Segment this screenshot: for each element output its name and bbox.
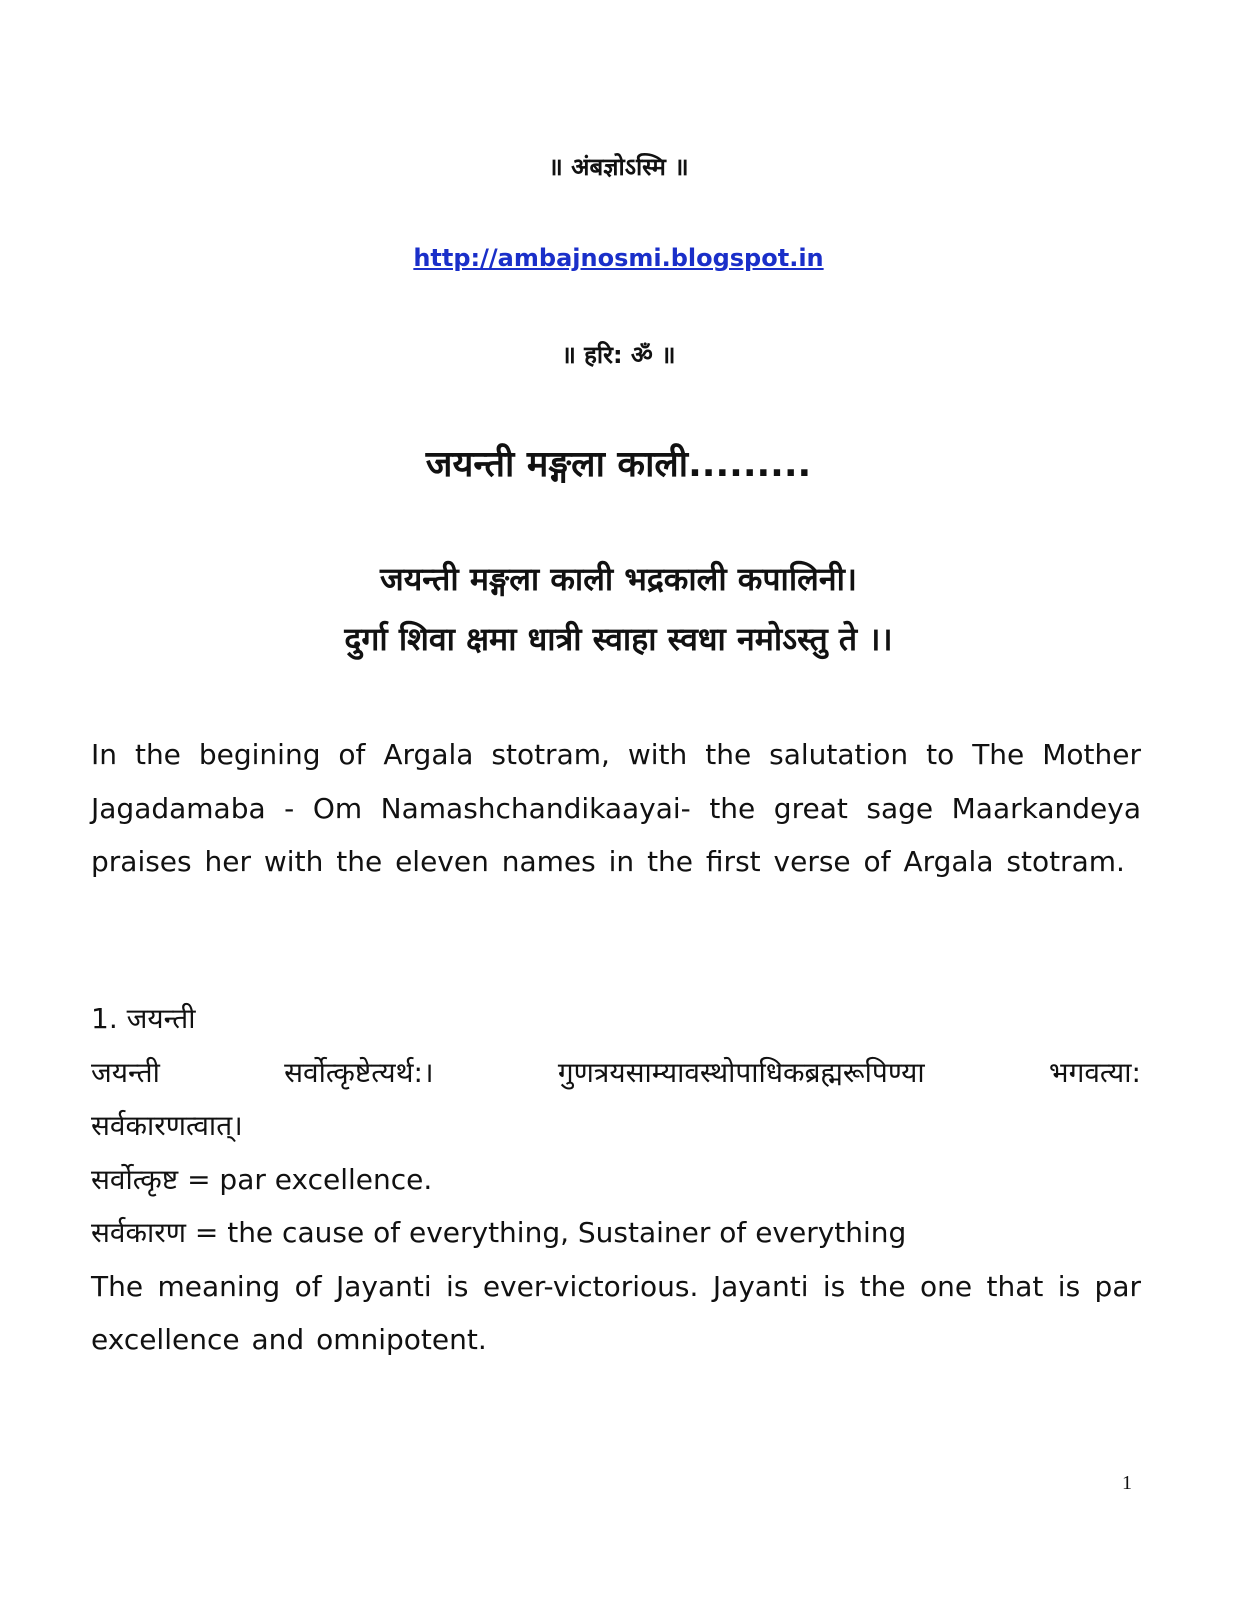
page-title: जयन्ती मङ्गला काली......... bbox=[425, 444, 812, 485]
verse-line-2: दुर्गा शिवा क्षमा धात्री स्वाहा स्वधा नमोऽस्तु ते ।। bbox=[344, 620, 893, 658]
page-number: 1 bbox=[1122, 1472, 1132, 1494]
intro-paragraph: In the begining of Argala stotram, with the salutation to The Mother Jagadamaba - Om Namashchandikaayai- the great sage Maarkandeya praises her with the eleven names in the first verse of Argala stotram. bbox=[91, 738, 1141, 878]
commentary-word: गुणत्रयसाम्यावस्थोपाधिकब्रह्मरूपिण्या bbox=[557, 1055, 925, 1089]
verse-line-1: जयन्ती मङ्गला काली भद्रकाली कपालिनी। bbox=[379, 560, 857, 598]
commentary-line bbox=[91, 1046, 1141, 1100]
blog-link[interactable]: http://ambajnosmi.blogspot.in bbox=[413, 244, 824, 272]
commentary-word: जयन्ती bbox=[91, 1055, 160, 1089]
commentary-continuation: सर्वकारणत्वात्। bbox=[91, 1109, 243, 1142]
section-jayanti bbox=[91, 992, 1141, 1367]
meaning-paragraph: The meaning of Jayanti is ever-victorious. Jayanti is the one that is par excellence and omnipotent. bbox=[91, 1269, 1141, 1356]
header-mantra: ॥ अंबज्ञोऽस्मि ॥ bbox=[548, 153, 689, 181]
section-heading: 1. जयन्ती bbox=[91, 1002, 196, 1035]
hari-om-invocation: ॥ हरि: ॐ ॥ bbox=[561, 341, 676, 369]
definition-sarvakarana: सर्वकारण = the cause of everything, Sustainer of everything bbox=[91, 1216, 907, 1249]
commentary-word: सर्वोत्कृष्टेत्यर्थ:। bbox=[284, 1055, 434, 1089]
definition-sarvotkrishta: सर्वोत्कृष्ट = par excellence. bbox=[91, 1162, 433, 1196]
commentary-word: भगवत्या: bbox=[1048, 1055, 1141, 1089]
